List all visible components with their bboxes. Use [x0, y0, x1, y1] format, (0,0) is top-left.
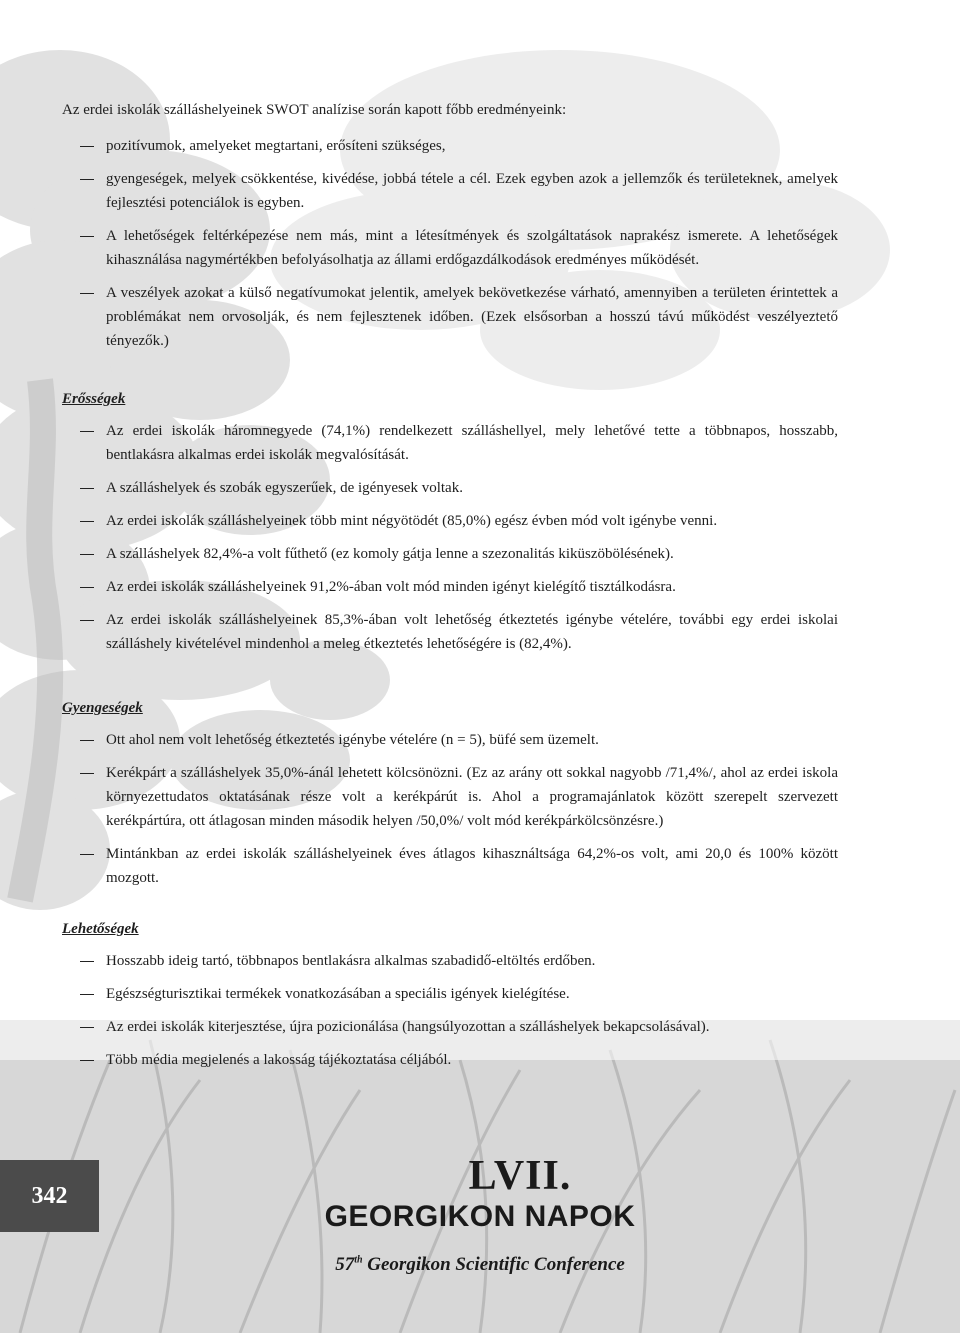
- list-item: A lehetőségek feltérképezése nem más, mint a létesítmények és szolgáltatások naprakész ismerete. A lehetőségek kihasználása nagymértékben befolyásolhatja az állami erdőgazdálkodások eredményes működését.: [62, 224, 838, 272]
- page-number-box: [0, 1160, 99, 1232]
- strengths-heading: Erősségek: [62, 391, 126, 407]
- list-item: Ott ahol nem volt lehetőség étkeztetés igénybe vételére (n = 5), büfé sem üzemelt.: [62, 728, 838, 752]
- list-item: Egészségturisztikai termékek vonatkozásában a speciális igények kielégítése.: [62, 982, 838, 1006]
- weaknesses-list: [62, 728, 838, 890]
- list-item: A veszélyek azokat a külső negatívumokat jelentik, amelyek bekövetkezése várható, amennyiben a területen érintettek a problémákat nem orvosolják, és nem fejlesztenek időben. (Ezek elsősorban a hosszú távú működést veszélyeztető tényezők.): [62, 281, 838, 353]
- document-body: [62, 98, 838, 1081]
- list-item: gyengeségek, melyek csökkentése, kivédése, jobbá tétele a cél. Ezek egyben azok a jellemzők és területeknek, amelyek fejlesztési potenciálok is egyben.: [62, 167, 838, 215]
- list-item: Az erdei iskolák kiterjesztése, újra pozicionálása (hangsúlyozottan a szálláshelyek bekapcsolásával).: [62, 1015, 838, 1039]
- opportunities-heading: Lehetőségek: [62, 921, 139, 937]
- list-item: Hosszabb ideig tartó, többnapos bentlakásra alkalmas szabadidő-eltöltés erdőben.: [62, 949, 838, 973]
- list-item: Mintánkban az erdei iskolák szálláshelyeinek éves átlagos kihasználtsága 64,2%-os volt, ami 20,0 és 100% között mozgott.: [62, 842, 838, 890]
- weaknesses-heading: Gyengeségek: [62, 700, 143, 716]
- conference-subtitle: [220, 1254, 740, 1276]
- list-item: Az erdei iskolák szálláshelyeinek 85,3%-ában volt lehetőség étkeztetés igénybe vételére, további egy erdei iskolai szálláshely kivételével mindenhol a meleg étkeztetés lehetőségére is (82,4%).: [62, 608, 838, 656]
- opportunities-list: [62, 949, 838, 1072]
- conference-name: GEORGIKON NAPOK: [324, 1200, 636, 1233]
- list-item: Az erdei iskolák háromnegyede (74,1%) rendelkezett szálláshellyel, mely lehetővé tette a többnapos, hosszabb, bentlakásra alkalmas erdei iskolák megvalósítását.: [62, 419, 838, 467]
- list-item: Az erdei iskolák szálláshelyeinek több mint négyötödét (85,0%) egész évben mód volt igénybe venni.: [62, 509, 838, 533]
- subtitle-number: 57: [335, 1254, 355, 1275]
- list-item: Az erdei iskolák szálláshelyeinek 91,2%-ában volt mód minden igényt kielégítő tisztálkodásra.: [62, 575, 838, 599]
- subtitle-text: Georgikon Scientific Conference: [367, 1254, 625, 1275]
- list-item: Kerékpárt a szálláshelyek 35,0%-ánál lehetett kölcsönözni. (Ez az arány ott sokkal nagyobb /71,4%/, ahol az erdei iskola környezettudatos oktatásának része volt a kerékpárút is. Ahol a programajánlatok között szerepelt szervezett kerékpártúra, ott átlagosan minden második helyen /50,0%/ volt mód kerékpárkölcsönzésre.): [62, 761, 838, 833]
- strengths-list: [62, 419, 838, 656]
- list-item: Több média megjelenés a lakosság tájékoztatása céljából.: [62, 1048, 838, 1072]
- conference-edition: LVII.: [468, 1153, 572, 1199]
- intro-paragraph: Az erdei iskolák szálláshelyeinek SWOT analízise során kapott főbb eredményeink:: [62, 102, 567, 118]
- page-number: 342: [31, 1182, 68, 1209]
- list-item: pozitívumok, amelyeket megtartani, erősíteni szükséges,: [62, 134, 838, 158]
- list-item: A szálláshelyek és szobák egyszerűek, de igényesek voltak.: [62, 476, 838, 500]
- subtitle-suffix: th: [354, 1254, 363, 1266]
- list-item: A szálláshelyek 82,4%-a volt fűthető (ez komoly gátja lenne a szezonalitás kiküszöbölésének).: [62, 542, 838, 566]
- swot-definitions-list: [62, 134, 838, 353]
